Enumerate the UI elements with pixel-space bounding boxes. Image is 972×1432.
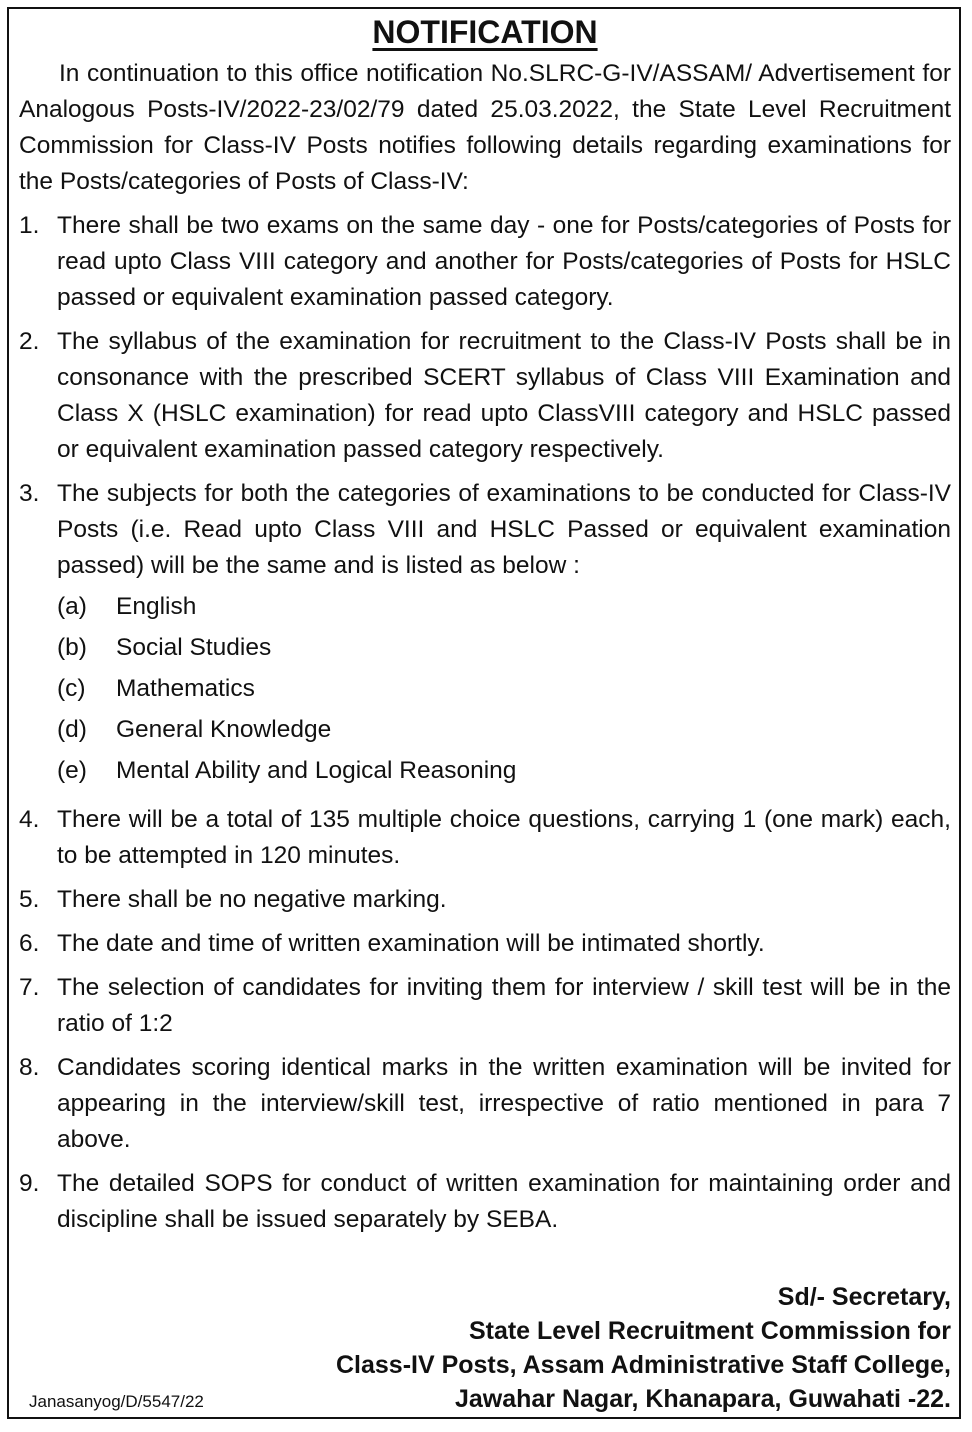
subject-list (57, 589, 951, 789)
item-text: The subjects for both the categories of examinations to be conducted for Class-IV Posts (i.e. Read upto Class VIII and HSLC Passed or equivalent examination passed) will be the same and is listed as below : (57, 480, 951, 579)
list-item (19, 926, 951, 962)
subject-name: General Knowledge (116, 716, 332, 743)
list-item (19, 970, 951, 1042)
subject-item (57, 671, 951, 707)
item-number: 6. (19, 930, 40, 957)
item-text: The date and time of written examination will be intimated shortly. (57, 930, 765, 957)
item-text: Candidates scoring identical marks in the written examination will be invited for appearing in the interview/skill test, irrespective of ratio mentioned in para 7 above. (57, 1054, 951, 1153)
item-text-wrapper (57, 476, 951, 794)
subject-letter: (b) (57, 634, 87, 661)
list-item (19, 882, 951, 918)
item-text: There will be a total of 135 multiple choice questions, carrying 1 (one mark) each, to be attempted in 120 minutes. (57, 806, 951, 869)
item-text: The selection of candidates for inviting them for interview / skill test will be in the ratio of 1:2 (57, 974, 951, 1037)
item-number: 9. (19, 1170, 40, 1197)
item-text: There shall be two exams on the same day - one for Posts/categories of Posts for read upto Class VIII category and another for Posts/categories of Posts for HSLC passed or equivalent examination passed category. (57, 212, 951, 311)
signature-line: State Level Recruitment Commission for (468, 1317, 951, 1345)
list-item (19, 476, 951, 794)
signature-block (336, 1280, 951, 1416)
subject-name: Mathematics (116, 675, 255, 702)
item-number: 5. (19, 886, 40, 913)
item-number: 4. (19, 806, 40, 833)
signature-line: Jawahar Nagar, Khanapara, Guwahati -22. (454, 1385, 951, 1413)
list-item (19, 802, 951, 874)
item-text: There shall be no negative marking. (57, 886, 447, 913)
item-number: 1. (19, 212, 40, 239)
subject-name: Mental Ability and Logical Reasoning (116, 757, 517, 784)
subject-letter: (e) (57, 757, 87, 784)
item-text: The syllabus of the examination for recruitment to the Class-IV Posts shall be in consonance with the prescribed SCERT syllabus of Class VIII Examination and Class X (HSLC examination) for read upto ClassVIII category and HSLC passed or equivalent examination passed category respectively. (57, 328, 951, 463)
item-number: 3. (19, 480, 40, 507)
notification-body (19, 10, 951, 1246)
subject-item (57, 712, 951, 748)
list-item (19, 324, 951, 468)
list-item (19, 1050, 951, 1158)
item-number: 8. (19, 1054, 40, 1081)
subject-item (57, 630, 951, 666)
list-item (19, 1166, 951, 1238)
item-number: 7. (19, 974, 40, 1001)
list-item (19, 208, 951, 316)
notification-title: NOTIFICATION (372, 14, 598, 50)
item-text: The detailed SOPS for conduct of written examination for maintaining order and discipline shall be issued separately by SEBA. (57, 1170, 951, 1233)
subject-letter: (a) (57, 593, 87, 620)
intro-paragraph: In continuation to this office notification No.SLRC-G-IV/ASSAM/ Advertisement for Analogous Posts-IV/2022-23/02/79 dated 25.03.2022, the State Level Recruitment Commission for Class-IV Posts notifies following details regarding examinations for the Posts/categories of Posts of Class-IV: (19, 60, 951, 195)
subject-letter: (c) (57, 675, 86, 702)
subject-letter: (d) (57, 716, 87, 743)
subject-name: English (116, 593, 197, 620)
signature-line: Class-IV Posts, Assam Administrative Staff College, (335, 1351, 951, 1379)
subject-item (57, 589, 951, 625)
item-number: 2. (19, 328, 40, 355)
reference-number: Janasanyog/D/5547/22 (29, 1392, 204, 1411)
signature-line: Sd/- Secretary, (777, 1283, 951, 1311)
subject-name: Social Studies (116, 634, 272, 661)
subject-item (57, 753, 951, 789)
